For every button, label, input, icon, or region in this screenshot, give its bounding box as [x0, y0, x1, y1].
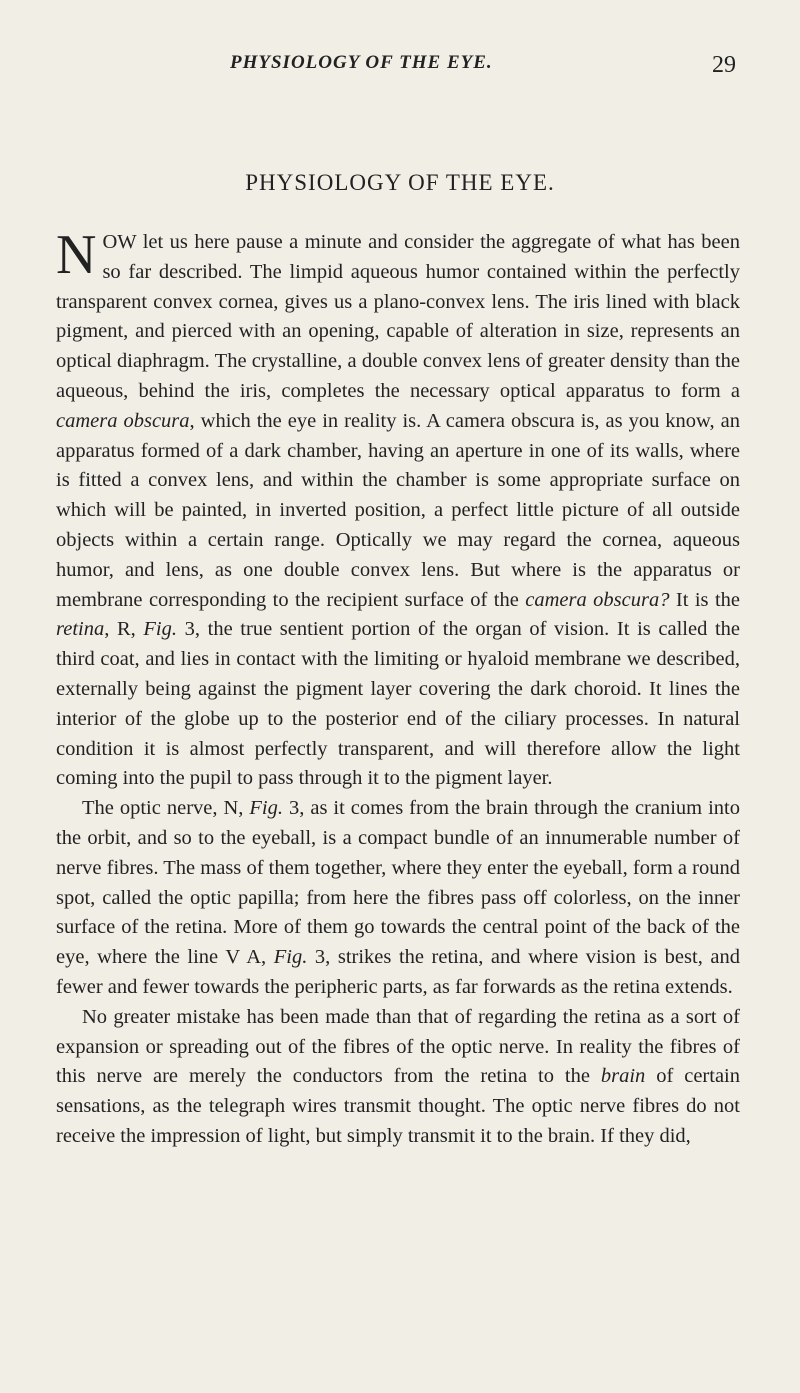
- text-run: It is the: [669, 588, 740, 611]
- figure-reference: Fig.: [249, 797, 283, 820]
- text-run: The optic nerve, N,: [82, 797, 250, 820]
- text-run: 3, the true sentient portion of the organ of vision. It is called the third coat, and lies in contact with the limiting or hyaloid membrane we described, externally being against the pigment layer covering the dark choroid. It lines the interior of the globe up to the posterior end of the ciliary processes. In natural condition it is almost perfectly transparent, and will therefore allow the light coming into the pupil to pass through it to the pigment layer.: [56, 618, 740, 790]
- drop-cap: N: [56, 224, 97, 286]
- text-run: OW let us here pause a minute and consider the aggregate of what has been so far described. The limpid aqueous humor contained within the perfectly transparent convex cornea, gives us a plano-convex lens. The iris lined with black pigment, and pierced with an opening, capable of alteration in size, represents an optical diaphragm. The crystalline, a double convex lens of greater density than the aqueous, behind the iris, completes the necessary optical apparatus to form a: [56, 231, 740, 402]
- text-run: of certain sensations, as the telegraph wires transmit thought. The optic nerve fibres do not receive the impression of light, but simply transmit it to the brain. If they did,: [56, 1065, 740, 1147]
- italic-term-brain: brain: [600, 1065, 646, 1088]
- text-run: 3, strikes the retina, and where vision is best, and fewer and fewer towards the peripheric parts, as far forwards as the retina extends.: [56, 946, 740, 998]
- italic-term-camera-obscura-question: camera obscura?: [525, 588, 670, 611]
- paragraph-2: [56, 794, 740, 1003]
- text-run: 3, as it comes from the brain through the cranium into the orbit, and so to the eyeball, is a compact bundle of an innumerable number of nerve fibres. The mass of them together, where they enter the eyeball, form a round spot, called the optic papilla; from here the fibres pass off colorless, on the inner surface of the retina. More of them go towards the central point of the back of the eye, where the line V A,: [56, 797, 740, 969]
- page-header: [0, 48, 800, 88]
- paragraph-1: [56, 224, 740, 794]
- text-run: , R,: [104, 618, 144, 641]
- running-head: PHYSIOLOGY OF THE EYE.: [230, 52, 493, 73]
- page-number: 29: [712, 52, 736, 78]
- italic-term-retina: retina: [56, 618, 105, 641]
- italic-term-camera-obscura: camera obscura: [56, 409, 190, 432]
- figure-reference: Fig.: [273, 946, 308, 969]
- chapter-title: PHYSIOLOGY OF THE EYE.: [245, 170, 555, 195]
- body-text: [56, 224, 740, 1152]
- figure-reference: Fig.: [143, 618, 177, 641]
- text-run: , which the eye in reality is. A camera obscura is, as you know, an apparatus formed of a dark chamber, having an aperture in one of its walls, where is fitted a convex lens, and within the chamber is some appropriate surface on which will be painted, in inverted position, a perfect little picture of all outside objects within a certain range. Optically we may regard the cornea, aqueous humor, and lens, as one double convex lens. But where is the apparatus or membrane corresponding to the recipient surface of the: [56, 409, 740, 611]
- text-run: No greater mistake has been made than that of regarding the retina as a sort of expansion or spreading out of the fibres of the optic nerve. In reality the fibres of this nerve are merely the conductors from the retina to the: [56, 1005, 740, 1088]
- paragraph-3: [56, 1003, 740, 1152]
